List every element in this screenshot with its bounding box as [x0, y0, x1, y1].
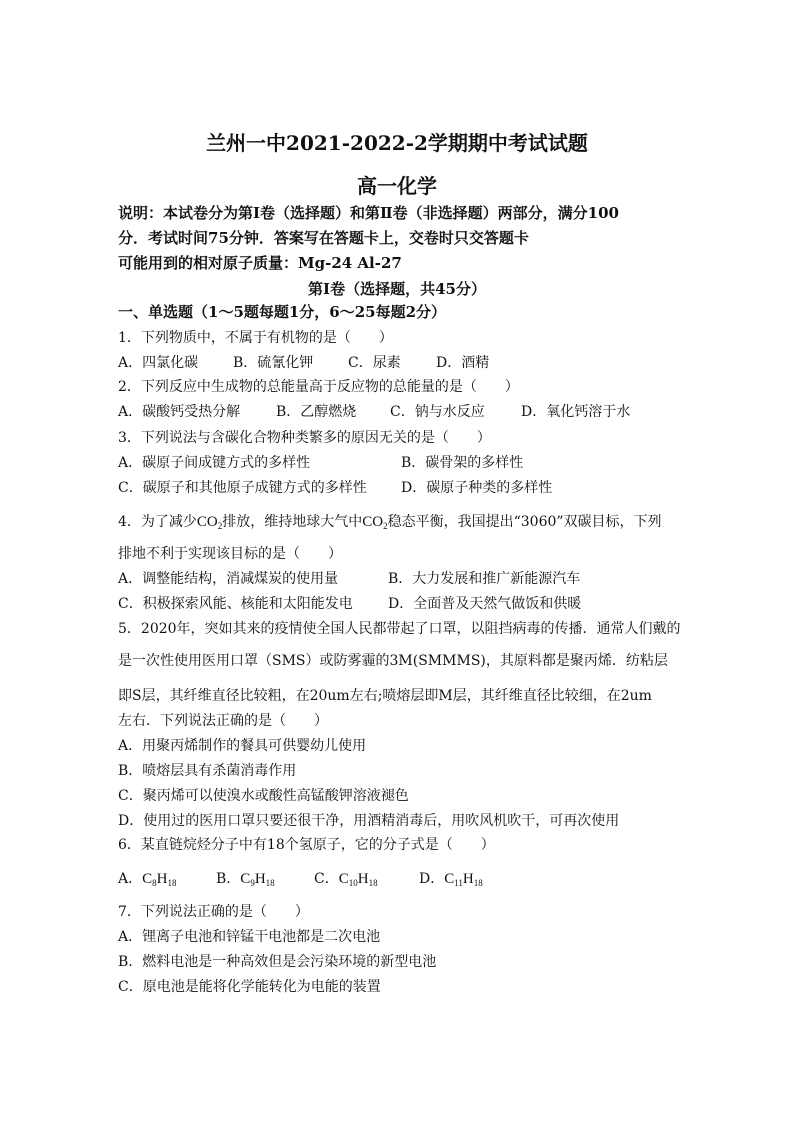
- question-1-option-a: A．四氯化碳: [118, 355, 199, 371]
- question-6-option-d: D．$C_{11}H_{18}$: [419, 871, 483, 888]
- question-6-option-c: C．$C_{10}H_{18}$: [314, 871, 378, 888]
- question-5-line-1: 5．2020年，突如其来的疫情使全国人民都带起了口罩，以阻挡病毒的传播．通常人们戴的: [118, 621, 681, 637]
- question-3-stem: 3．下列说法与含碳化合物种类繁多的原因无关的是（ ）: [118, 430, 491, 446]
- question-3-option-a: A．碳原子间成键方式的多样性: [118, 455, 311, 471]
- question-4-text-3: 稳态平衡，我国提出“3060”双碳目标，下列: [387, 514, 662, 530]
- question-4-text-1: 4．为了减少: [118, 514, 197, 530]
- section-heading: 一、单选题（1～5题每题1分，6～25每题2分）: [118, 303, 447, 321]
- instructions-line-2: 分．考试时间75分钟．答案写在答题卡上，交卷时只交答题卡: [118, 229, 529, 247]
- question-4-option-a: A．调整能结构，消减煤炭的使用量: [118, 571, 339, 587]
- question-3-option-d: D．碳原子种类的多样性: [401, 480, 553, 496]
- question-4-option-c: C．积极探索风能、核能和太阳能发电: [118, 596, 353, 612]
- question-1-option-d: D．酒精: [436, 355, 490, 371]
- question-2-option-a: A．碳酸钙受热分解: [118, 404, 241, 420]
- question-2-option-c: C．钠与水反应: [390, 404, 485, 420]
- co2-formula: $CO_2$: [196, 514, 223, 531]
- question-4-option-b: B．大力发展和推广新能源汽车: [388, 571, 581, 587]
- question-5-line-4: 左右．下列说法正确的是（ ）: [118, 713, 328, 729]
- question-7-stem: 7．下列说法正确的是（ ）: [118, 904, 309, 920]
- question-3-option-b: B．碳骨架的多样性: [401, 455, 524, 471]
- question-6-option-a: A．$C_8H_{18}$: [118, 871, 177, 888]
- question-7-option-b: B．燃料电池是一种高效但是会污染环境的新型电池: [118, 954, 437, 970]
- question-5-option-d: D．使用过的医用口罩只要还很干净，用酒精消毒后，用吹风机吹干，可再次使用: [118, 813, 620, 829]
- exam-title: 兰州一中2021-2022-2学期期中考试试题: [206, 131, 588, 155]
- question-4-option-d: D．全面普及天然气做饭和供暖: [388, 596, 582, 612]
- atomic-mass-line: 可能用到的相对原子质量：Mg-24 Al-27: [118, 254, 402, 272]
- question-7-option-c: C．原电池是能将化学能转化为电能的装置: [118, 979, 381, 995]
- part-one-title: 第Ⅰ卷（选择题，共45分）: [308, 280, 486, 298]
- question-2-option-d: D．氧化钙溶于水: [521, 404, 631, 420]
- subject-title: 高一化学: [357, 174, 437, 198]
- question-2-stem: 2．下列反应中生成物的总能量高于反应物的总能量的是（ ）: [118, 379, 519, 395]
- question-5-option-c: C．聚丙烯可以使溴水或酸性高锰酸钾溶液褪色: [118, 788, 409, 804]
- question-7-option-a: A．锂离子电池和锌锰干电池都是二次电池: [118, 929, 381, 945]
- question-5-option-a: A．用聚丙烯制作的餐具可供婴幼儿使用: [118, 738, 367, 754]
- question-4-text-2: 排放，维持地球大气中: [222, 514, 363, 530]
- co2-formula: $CO_2$: [362, 514, 388, 531]
- instructions-line-1: 说明：本试卷分为第Ⅰ卷（选择题）和第Ⅱ卷（非选择题）两部分，满分100: [118, 204, 619, 222]
- question-1-option-b: B．硫氰化钾: [233, 355, 314, 371]
- question-6-option-b: B．$C_9H_{18}$: [216, 871, 275, 888]
- question-1-stem: 1．下列物质中，不属于有机物的是（ ）: [118, 330, 393, 346]
- question-5-line-2: 是一次性使用医用口罩（SMS）或防雾霾的3M(SMMMS)，其原料都是聚丙烯．纺粘层: [118, 653, 668, 669]
- question-4-stem-line-2: 排地不利于实现该目标的是（ ）: [118, 546, 342, 562]
- question-3-option-c: C．碳原子和其他原子成键方式的多样性: [118, 480, 367, 496]
- question-2-option-b: B．乙醇燃烧: [276, 404, 357, 420]
- question-5-option-b: B．喷熔层具有杀菌消毒作用: [118, 763, 297, 779]
- question-5-line-3: 即S层，其纤维直径比较粗，在20um左右;喷熔层即M层，其纤维直径比较细，在2um: [118, 688, 652, 704]
- question-4-stem-line-1: [118, 513, 662, 531]
- question-1-option-c: C．尿素: [348, 355, 401, 371]
- question-6-stem: 6．某直链烷烃分子中有18个氢原子，它的分子式是（ ）: [118, 837, 495, 853]
